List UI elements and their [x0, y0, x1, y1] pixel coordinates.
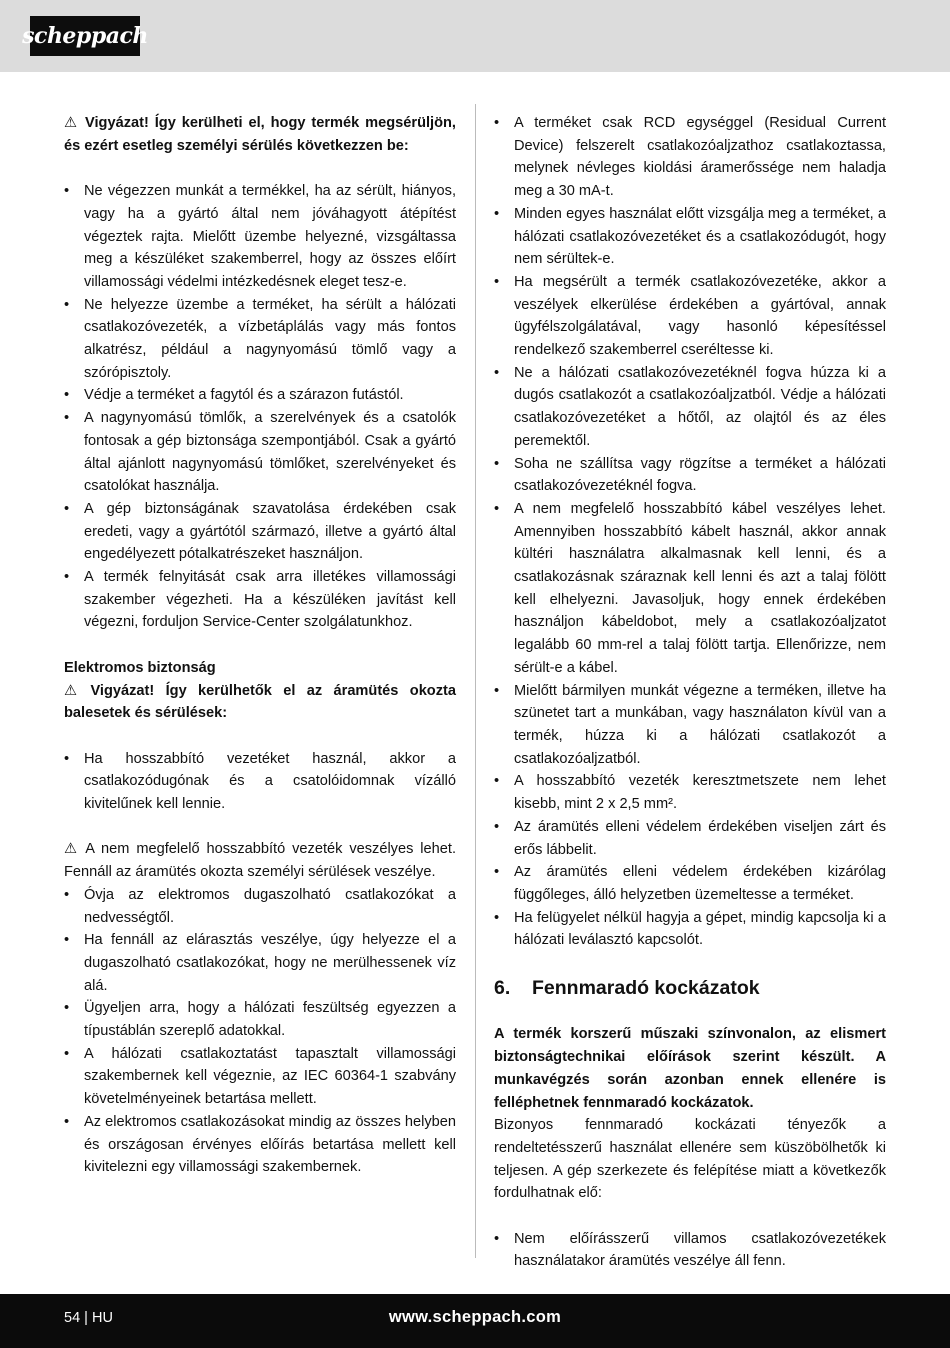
- list-item: • Ne helyezze üzembe a terméket, ha sérült a hálózati csatlakozóvezeték, a vízbetáplálás vagy más fontos alkatrész, például a nagynyomású tömlő vagy a szórópisztoly.: [64, 294, 456, 385]
- warning-icon: ⚠: [64, 115, 78, 131]
- list-item: • Ne végezzen munkát a termékkel, ha az sérült, hiányos, vagy ha a gyártó által nem jóváhagyott átépítést végeztek rajta. Mielőtt üzembe helyezné, vizsgáltassa meg a készüléket szakemberrel, hogy az összes előírt villamossági védelmi intézkedésnek eleget tesz-e.: [64, 180, 456, 294]
- section-intro: A termék korszerű műszaki színvonalon, az elismert biztonságtechnikai előírások szerint készült. A munkavégzés során azonban ennek ellenére is felléphetnek fennmaradó kockázatok.: [494, 1026, 886, 1111]
- list-item: • Ügyeljen arra, hogy a hálózati feszültség egyezzen a típustáblán szereplő adatokkal.: [64, 997, 456, 1042]
- right-column: [494, 112, 886, 1273]
- bullet-list-2: [64, 748, 456, 816]
- page-number: 54: [64, 1310, 81, 1326]
- bullet-list-1: [64, 180, 456, 634]
- warning-block-1: [64, 112, 456, 157]
- warning-text: Vigyázat! Így kerülheti el, hogy termék megsérüljön, és ezért esetleg személyi sérülés következzen be:: [64, 115, 456, 154]
- list-item: • Védje a terméket a fagytól és a szárazon futástól.: [64, 384, 456, 407]
- list-item: • Nem előírásszerű villamos csatlakozóvezetékek használatakor áramütés veszélye áll fenn.: [494, 1228, 886, 1273]
- page-footer: [0, 1294, 950, 1348]
- section-paragraph: Bizonyos fennmaradó kockázati tényezők a rendeltetésszerű használat ellenére sem küszöbölhetők ki teljesen. A gép szerkezete és felépítése miatt a következők fordulhatnak elő:: [494, 1117, 886, 1202]
- warning-icon: ⚠: [64, 841, 78, 858]
- list-item: • Ha felügyelet nélkül hagyja a gépet, mindig kapcsolja ki a hálózati leválasztó kapcsolót.: [494, 907, 886, 952]
- list-item: • A nem megfelelő hosszabbító kábel veszélyes lehet. Amennyiben hosszabbító kábelt használ, akkor annak kültéri használatra alkalmasnak kell lenni, és a csatlakozásnak száraznak kell lenni és azt a talaj fölött kell elhelyezni. Javasoljuk, hogy ennek érdekében használjon kábeldobot, mely a csatlakozóaljzatot legalább 60 mm-rel a talaj fölött tartja. Ellenőrizze, nem sérült-e a kábel.: [494, 498, 886, 680]
- bullet-list-4: [494, 112, 886, 952]
- list-item: • Az elektromos csatlakozásokat mindig az összes helyben és országosan érvényes előírás betartása mellett kell kivitelezni egy villamossági szakembernek.: [64, 1111, 456, 1179]
- left-column: [64, 112, 456, 1179]
- list-item: • A terméket csak RCD egységgel (Residual Current Device) felszerelt csatlakozóaljzathoz csatlakoztassa, melynek névleges kioldási áramerőssége nem haladja meg a 30 mA-t.: [494, 112, 886, 203]
- warning-block-2: [64, 680, 456, 725]
- list-item: • Az áramütés elleni védelem érdekében kizárólag függőleges, álló helyzetben üzemeltesse a terméket.: [494, 861, 886, 906]
- warning-icon: ⚠: [64, 682, 78, 699]
- list-item: • Ha fennáll az elárasztás veszélye, úgy helyezze el a dugaszolható csatlakozókat, hogy ne merülhessenek víz alá.: [64, 929, 456, 997]
- list-item: • Minden egyes használat előtt vizsgálja meg a terméket, a hálózati csatlakozóvezetéket és a csatlakozódugót, hogy nem sérültek-e.: [494, 203, 886, 271]
- footer-separator: |: [84, 1310, 88, 1326]
- list-item: • A gép biztonságának szavatolása érdekében csak eredeti, vagy a gyártótól származó, illetve a gyártó által engedélyezett pótalkatrészeket használjon.: [64, 498, 456, 566]
- column-divider: [475, 104, 476, 1258]
- warning-text: Vigyázat! Így kerülhetők el az áramütés okozta balesetek és sérülések:: [64, 682, 456, 722]
- list-item: • Soha ne szállítsa vagy rögzítse a terméket a hálózati csatlakozóvezetéknél fogva.: [494, 453, 886, 498]
- list-item: • A termék felnyitását csak arra illetékes villamossági szakember végezheti. Ha a készüléken javítást kell végezni, forduljon Service-Center szolgálatunkhoz.: [64, 566, 456, 634]
- section-number: 6.: [494, 976, 511, 999]
- page-header: [0, 0, 950, 72]
- list-item: • Az áramütés elleni védelem érdekében viseljen zárt és erős lábbelit.: [494, 816, 886, 861]
- bullet-list-5: [494, 1228, 886, 1273]
- subsection-title: Elektromos biztonság: [64, 659, 216, 676]
- list-item: • A nagynyomású tömlők, a szerelvények és a csatolók fontosak a gép biztonsága szempontjából. Csak a gyártó által ajánlott nagynyomású tömlőket, szerelvényeket és csatolókat használja.: [64, 407, 456, 498]
- warning-text: A nem megfelelő hosszabbító vezeték veszélyes lehet. Fennáll az áramütés okozta személyi sérülések veszélye.: [64, 841, 456, 881]
- list-item: • A hosszabbító vezeték keresztmetszete nem lehet kisebb, mint 2 x 2,5 mm².: [494, 770, 886, 815]
- language-code: HU: [91, 1310, 113, 1326]
- bullet-list-3: [64, 884, 456, 1179]
- list-item: • Ha megsérült a termék csatlakozóvezetéke, akkor a veszélyek elkerülése érdekében a gyártóval, annak ügyfélszolgálatával, vagy hasonló képesítéssel rendelkező szakemberrel cseréltesse ki.: [494, 271, 886, 362]
- website-link[interactable]: www.scheppach.com: [388, 1308, 562, 1326]
- list-item: • A hálózati csatlakoztatást tapasztalt villamossági szakembernek kell végeznie, az IEC 60364-1 szabvány követelményeinek betartása mellett.: [64, 1043, 456, 1111]
- list-item: • Óvja az elektromos dugaszolható csatlakozókat a nedvességtől.: [64, 884, 456, 929]
- list-item: • Ha hosszabbító vezetéket használ, akkor a csatlakozódugónak és a csatolóidomnak vízálló kivitelűnek kell lennie.: [64, 748, 456, 816]
- section-heading: [494, 975, 886, 1001]
- list-item: • Mielőtt bármilyen munkát végezne a terméken, illetve ha szünetet tart a munkában, vagy használaton kívül van a termék, húzza ki a hálózati csatlakozót a csatlakozóaljzatból.: [494, 680, 886, 771]
- section-title: Fennmaradó kockázatok: [532, 976, 760, 999]
- list-item: • Ne a hálózati csatlakozóvezetéknél fogva húzza ki a dugós csatlakozót a csatlakozóaljzatból. Védje a hálózati csatlakozóvezetéket a hőtől, az olajtól és az éles peremektől.: [494, 362, 886, 453]
- logo-text: scheppach: [22, 23, 148, 49]
- warning-block-3: [64, 838, 456, 883]
- brand-logo: [22, 16, 148, 56]
